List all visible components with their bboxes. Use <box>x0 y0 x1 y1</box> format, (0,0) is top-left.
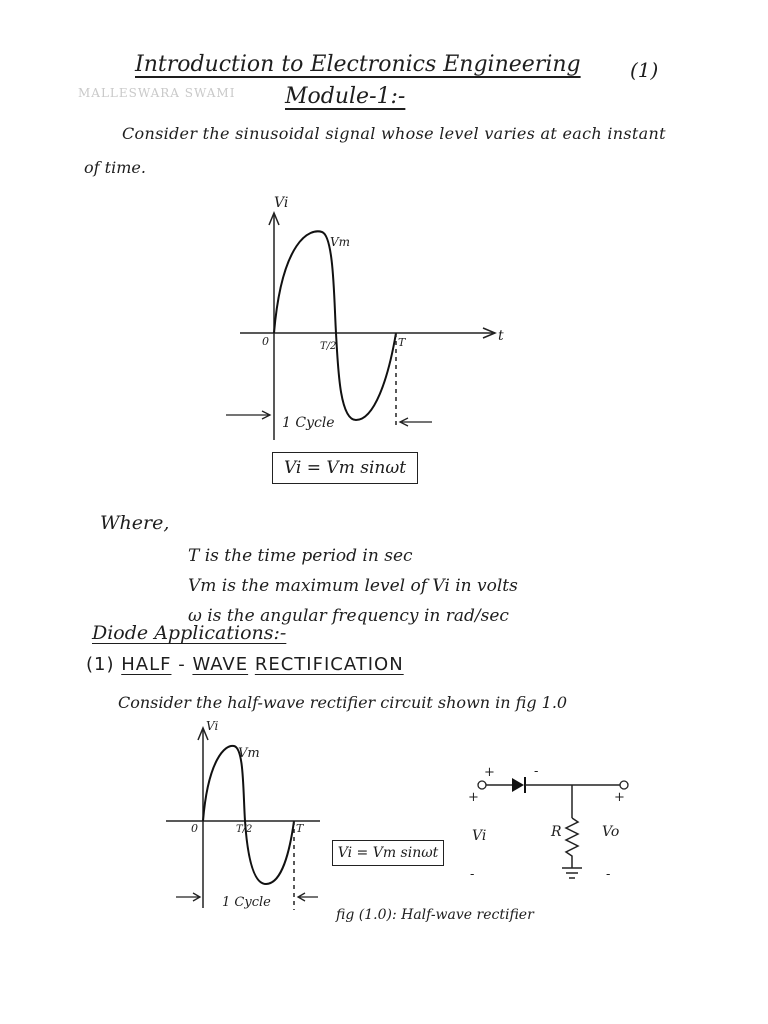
graph2-period: T <box>296 822 304 835</box>
section-number: (1) <box>86 654 115 675</box>
page-number: (1) <box>630 58 659 82</box>
graph2-y-label: Vi <box>206 719 219 733</box>
graph2-peak-label: Vm <box>238 746 260 761</box>
definition-angular-frequency: ω is the angular frequency in rad/sec <box>188 606 509 626</box>
intro-line-1: Consider the sinusoidal signal whose level varies at each instant <box>122 124 666 143</box>
consider-circuit-line: Consider the half-wave rectifier circuit shown in fig 1.0 <box>118 693 568 712</box>
graph1-period: T <box>398 336 406 349</box>
output-plus: + <box>614 790 625 805</box>
module-heading: Module-1:- <box>285 84 406 109</box>
input-voltage-label: Vi <box>472 828 487 844</box>
graph2-sine-curve <box>203 746 294 884</box>
input-minus: - <box>470 867 475 882</box>
where-label: Where, <box>100 512 170 534</box>
diode-minus: - <box>534 764 539 779</box>
section-word-wave: WAVE <box>192 654 249 675</box>
diode-icon <box>512 778 524 792</box>
graph2-cycle-label: 1 Cycle <box>222 895 271 910</box>
graph1-y-label: Vi <box>274 195 289 211</box>
output-minus: - <box>606 867 611 882</box>
section-word-half: HALF <box>121 654 172 675</box>
section-word-rectification: RECTIFICATION <box>254 654 404 675</box>
definition-amplitude: Vm is the maximum level of Vi in volts <box>188 576 518 596</box>
resistor-icon <box>566 818 578 868</box>
page-title: Introduction to Electronics Engineering <box>135 52 581 77</box>
output-terminal-top <box>620 781 628 789</box>
formula-box-2: Vi = Vm sinωt <box>332 840 444 866</box>
diode-applications-heading: Diode Applications:- <box>92 622 287 644</box>
graph1-half-period: T/2 <box>320 341 337 352</box>
graph1-cycle-label: 1 Cycle <box>282 415 335 431</box>
graph1-origin: 0 <box>262 335 269 348</box>
graph1-x-label: t <box>498 328 504 344</box>
output-voltage-label: Vo <box>602 824 620 840</box>
faint-bleed-text: MALLESWARA SWAMI <box>78 86 236 100</box>
graph2-origin: 0 <box>191 822 198 835</box>
input-plus: + <box>484 765 495 780</box>
figure-caption: fig (1.0): Half-wave rectifier <box>336 907 534 923</box>
intro-line-2: of time. <box>84 158 146 177</box>
graph1-peak-label: Vm <box>330 235 351 249</box>
definition-period: T is the time period in sec <box>188 546 413 566</box>
section-word-dash: - <box>178 654 186 675</box>
resistor-label: R <box>551 824 562 840</box>
graph2-half-period: T/2 <box>236 824 253 835</box>
input-plus-2: + <box>468 790 479 805</box>
input-terminal-top <box>478 781 486 789</box>
formula-box-1: Vi = Vm sinωt <box>272 452 418 484</box>
